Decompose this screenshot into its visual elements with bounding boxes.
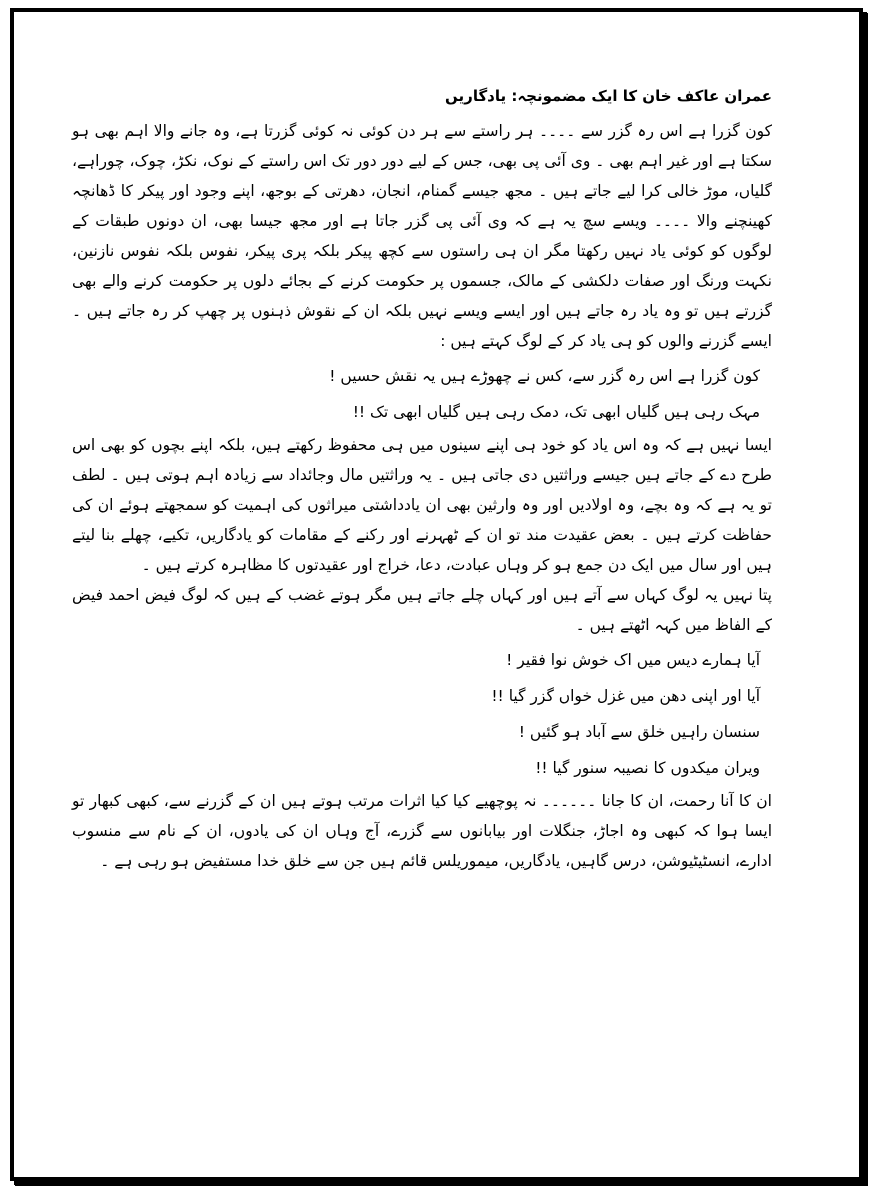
verse-line: آیا اور اپنی دھن میں غزل خواں گزر گیا !! <box>491 687 760 705</box>
verse-line: مہک رہی ہیں گلیاں ابھی تک، دمک رہی ہیں گلیاں ابھی تک !! <box>352 403 760 421</box>
paragraph-3: پتا نہیں یہ لوگ کہاں سے آتے ہیں اور کہاں چلے جاتے ہیں مگر ہوتے غضب کے ہیں کہ لوگ فیض احمد فیض کے الفاظ میں کہہ اٹھتے ہیں ۔ <box>72 586 772 634</box>
paragraph-2: ایسا نہیں ہے کہ وہ اس یاد کو خود ہی اپنے سینوں میں ہی محفوظ رکھتے ہیں، بلکہ اپنے بچوں کو بھی اس طرح دے کے جاتے ہیں جیسے وراثتیں دی جاتی ہیں ۔ یہ وراثتیں مال وجائداد سے زیادہ اہم ہوتی ہیں ۔ لطف تو یہ ہے کہ وہ بچے، وہ اولادیں اور وہ وارثین بھی ان یادداشتی میراثوں کی اہمیت کو سمجھتے ہوئے ان کی حفاظت کرتے ہیں ۔ بعض عقیدت مند تو ان کے ٹھہرنے اور رکنے کے مقامات کو یادگاریں، تکیے، چھلے بنا لیتے ہیں اور سال میں ایک دن جمع ہو کر وہاں عبادت، دعا، خراج اور عقیدتوں کا مظاہرہ کرتے ہیں ۔ <box>72 436 772 574</box>
verse-line: آیا ہمارے دیس میں اک خوش نوا فقیر ! <box>506 651 760 669</box>
verse-line: ویران میکدوں کا نصیبہ سنور گیا !! <box>535 759 760 777</box>
verse-line: سنسان راہیں خلق سے آباد ہو گئیں ! <box>518 723 760 741</box>
paragraph-1: کون گزرا ہے اس رہ گزر سے ۔۔۔۔ ہر راستے سے ہر دن کوئی نہ کوئی گزرتا ہے، وہ جانے والا اہم بھی ہو سکتا ہے اور غیر اہم بھی ۔ وی آئی پی بھی، جس کے لیے دور دور تک اس راستے کے نوک، نکڑ، چوک، چوراہے، گلیاں، موڑ خالی کرا لیے جاتے ہیں ۔ مجھ جیسے گمنام، انجان، دھرتی کے بوجھ، اپنے وجود اور پیکر کا ڈھانچہ کھینچنے والا ۔۔۔۔ ویسے سچ یہ ہے کہ وی آئی پی گزر جاتا ہے اور مجھ جیسا بھی، ان دونوں طبقات کے لوگوں کو کوئی یاد نہیں رکھتا مگر ان ہی راستوں سے کچھ پیکر بلکہ پری پیکر، نفوس بلکہ نفوس نازنین، نکہت ورنگ اور صفات دلکشی کے مالک، جسموں پر حکومت کرنے کے بجائے دلوں پر حکومت کرنے والے بھی گزرتے ہیں تو وہ یاد رہ جاتے ہیں اور ایسے ویسے نہیں بلکہ ان کے نقوش ذہنوں پر چھپ کر رہ جاتے ہیں ۔ ایسے گزرنے والوں کو ہی یاد کر کے لوگ کہتے ہیں : <box>72 122 772 350</box>
document-title: عمران عاکف خان کا ایک مضمونچہ: یادگاریں <box>445 87 772 105</box>
document-body <box>72 80 772 876</box>
verse-line: کون گزرا ہے اس رہ گزر سے، کس نے چھوڑے ہیں یہ نقش حسیں ! <box>329 367 760 385</box>
paragraph-4: ان کا آنا رحمت، ان کا جانا ۔۔۔۔۔۔ نہ پوچھیے کیا کیا اثرات مرتب ہوتے ہیں ان کے گزرنے سے، کبھی کبھار تو ایسا ہوا کہ کبھی وہ اجاڑ، جنگلات اور بیابانوں سے گزرے، آج وہاں ان کی یادوں، ان کے نام سے منسوب ادارے، انسٹیٹیوشن، درس گاہیں، یادگاریں، میموریلس قائم ہیں جن سے خلق خدا مستفیض ہو رہی ہے ۔ <box>72 792 772 870</box>
